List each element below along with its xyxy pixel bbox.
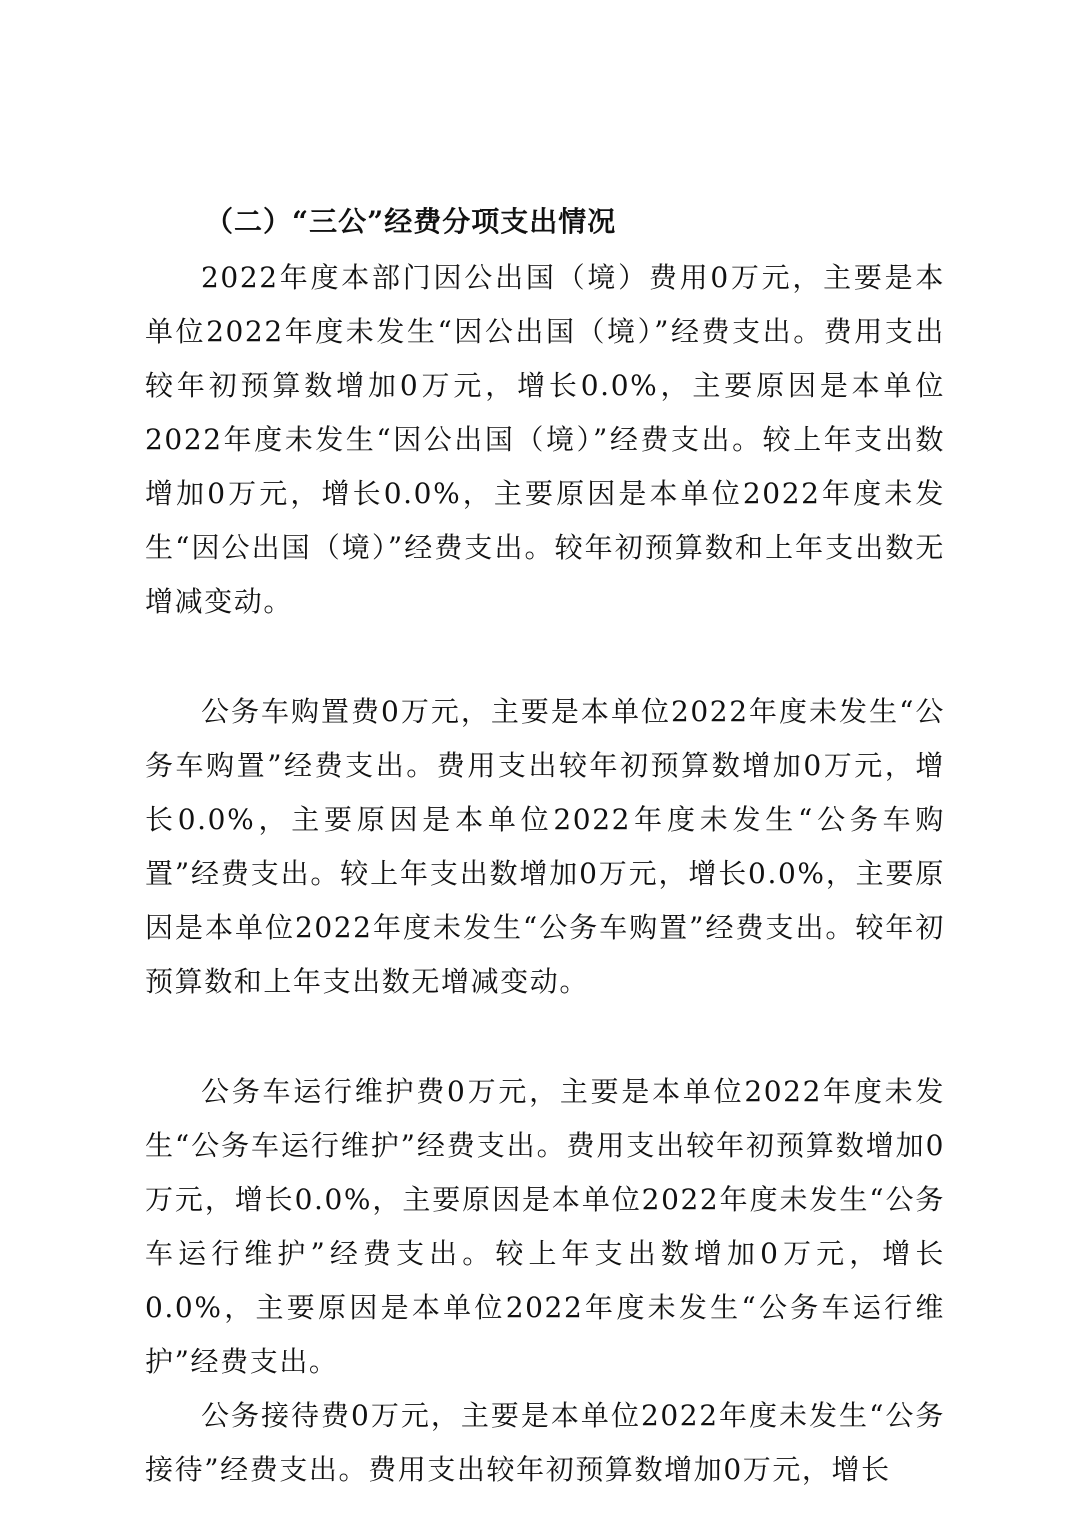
paragraph-vehicle-purchase: 公务车购置费0万元，主要是本单位2022年度未发生“公务车购置”经费支出。费用支出较年初预算数增加0万元，增长0.0%，主要原因是本单位2022年度未发生“公务车购置”经费支出。较上年支出数增加0万元，增长0.0%，主要原因是本单位2022年度未发生“公务车购置”经费支出。较年初预算数和上年支出数无增减变动。 bbox=[145, 695, 945, 998]
document-body bbox=[145, 197, 945, 1497]
spacer bbox=[145, 1009, 945, 1065]
paragraph-vehicle-maintenance: 公务车运行维护费0万元，主要是本单位2022年度未发生“公务车运行维护”经费支出。费用支出较年初预算数增加0万元，增长0.0%，主要原因是本单位2022年度未发生“公务车运行维护”经费支出。较上年支出数增加0万元，增长0.0%，主要原因是本单位2022年度未发生“公务车运行维护”经费支出。 bbox=[145, 1075, 945, 1378]
spacer bbox=[145, 629, 945, 685]
section-heading: （二）“三公”经费分项支出情况 bbox=[205, 205, 617, 238]
paragraph-reception: 公务接待费0万元，主要是本单位2022年度未发生“公务接待”经费支出。费用支出较年初预算数增加0万元，增长 bbox=[145, 1399, 945, 1486]
paragraph-overseas-travel: 2022年度本部门因公出国（境）费用0万元，主要是本单位2022年度未发生“因公出国（境）”经费支出。费用支出较年初预算数增加0万元，增长0.0%，主要原因是本单位2022年度未发生“因公出国（境）”经费支出。较上年支出数增加0万元，增长0.0%，主要原因是本单位2022年度未发生“因公出国（境）”经费支出。较年初预算数和上年支出数无增减变动。 bbox=[145, 261, 945, 618]
